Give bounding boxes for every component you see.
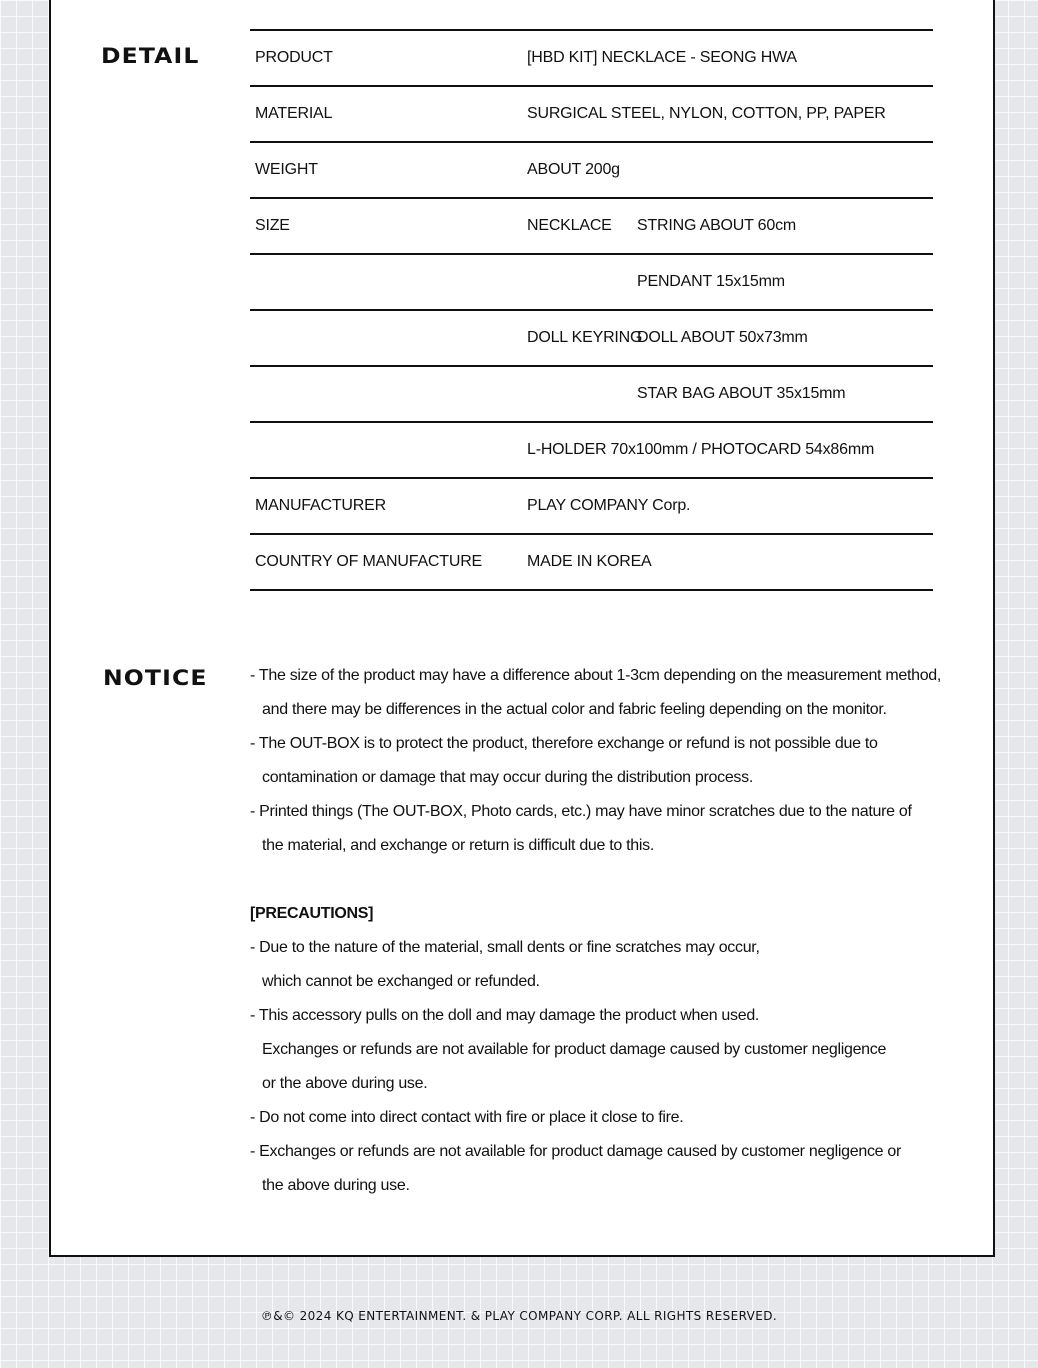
row-value [522, 422, 933, 478]
row-value [522, 310, 933, 366]
row-value-text: SURGICAL STEEL, NYLON, COTTON, PP, PAPER [527, 105, 886, 122]
row-value [522, 366, 933, 422]
row-value-text: MADE IN KOREA [527, 553, 652, 570]
row-label [250, 366, 522, 422]
notice-line: - Printed things (The OUT-BOX, Photo cards, etc.) may have minor scratches due to the nature of [250, 803, 912, 820]
precaution-line: - Due to the nature of the material, small dents or fine scratches may occur, [250, 939, 760, 956]
notice-line: - The size of the product may have a difference about 1-3cm depending on the measurement method, [250, 667, 942, 684]
detail-table [250, 29, 933, 591]
table-row [250, 534, 933, 590]
row-value-text: ABOUT 200g [527, 161, 620, 178]
notice-line: - The OUT-BOX is to protect the product, therefore exchange or refund is not possible due to [250, 735, 878, 752]
notice-line: contamination or damage that may occur during the distribution process. [262, 769, 753, 786]
row-value [522, 30, 933, 86]
row-label [250, 254, 522, 310]
notice-title: NOTICE [103, 666, 208, 690]
row-value [522, 142, 933, 198]
table-row [250, 30, 933, 86]
row-label: WEIGHT [250, 142, 522, 198]
notice-line: the material, and exchange or return is difficult due to this. [262, 837, 655, 854]
row-value [522, 534, 933, 590]
row-label [250, 422, 522, 478]
notice-body [250, 659, 970, 1203]
row-sub-label: NECKLACE [527, 217, 612, 234]
detail-title: DETAIL [101, 44, 200, 68]
table-row [250, 254, 933, 310]
precaution-line: which cannot be exchanged or refunded. [262, 973, 540, 990]
row-label: COUNTRY OF MANUFACTURE [250, 534, 522, 590]
copyright-footer: ℗&© 2024 KQ ENTERTAINMENT. & PLAY COMPANY CORP. ALL RIGHTS RESERVED. [260, 1309, 778, 1323]
table-row [250, 310, 933, 366]
precaution-line: - Do not come into direct contact with fire or place it close to fire. [250, 1109, 684, 1126]
row-label: SIZE [250, 198, 522, 254]
table-row [250, 86, 933, 142]
table-row [250, 198, 933, 254]
row-label: MANUFACTURER [250, 478, 522, 534]
precaution-line: - This accessory pulls on the doll and may damage the product when used. [250, 1007, 760, 1024]
notice-line: and there may be differences in the actual color and fabric feeling depending on the monitor. [262, 701, 887, 718]
row-label: PRODUCT [250, 30, 522, 86]
row-value-text: [HBD KIT] NECKLACE - SEONG HWA [527, 49, 797, 66]
spacer [250, 863, 970, 897]
row-value-text: STRING ABOUT 60cm [637, 217, 797, 234]
row-value-text: DOLL ABOUT 50x73mm [637, 329, 808, 346]
row-value [522, 86, 933, 142]
row-value [522, 478, 933, 534]
detail-card [49, 0, 995, 1257]
precautions-heading: [PRECAUTIONS] [250, 905, 374, 922]
row-value-text: PENDANT 15x15mm [637, 273, 785, 290]
row-value-text: PLAY COMPANY Corp. [527, 497, 691, 514]
row-value [522, 254, 933, 310]
table-row [250, 422, 933, 478]
row-value [522, 198, 933, 254]
table-row [250, 478, 933, 534]
row-value-text: L-HOLDER 70x100mm / PHOTOCARD 54x86mm [527, 441, 875, 458]
precaution-line: - Exchanges or refunds are not available for product damage caused by customer negligence or [250, 1143, 902, 1160]
table-row [250, 366, 933, 422]
row-sub-label: DOLL KEYRING [527, 329, 643, 346]
row-label [250, 310, 522, 366]
row-label: MATERIAL [250, 86, 522, 142]
precaution-line: or the above during use. [262, 1075, 428, 1092]
precaution-line: the above during use. [262, 1177, 410, 1194]
row-value-text: STAR BAG ABOUT 35x15mm [637, 385, 846, 402]
table-row [250, 142, 933, 198]
precaution-line: Exchanges or refunds are not available for product damage caused by customer negligence [262, 1041, 887, 1058]
